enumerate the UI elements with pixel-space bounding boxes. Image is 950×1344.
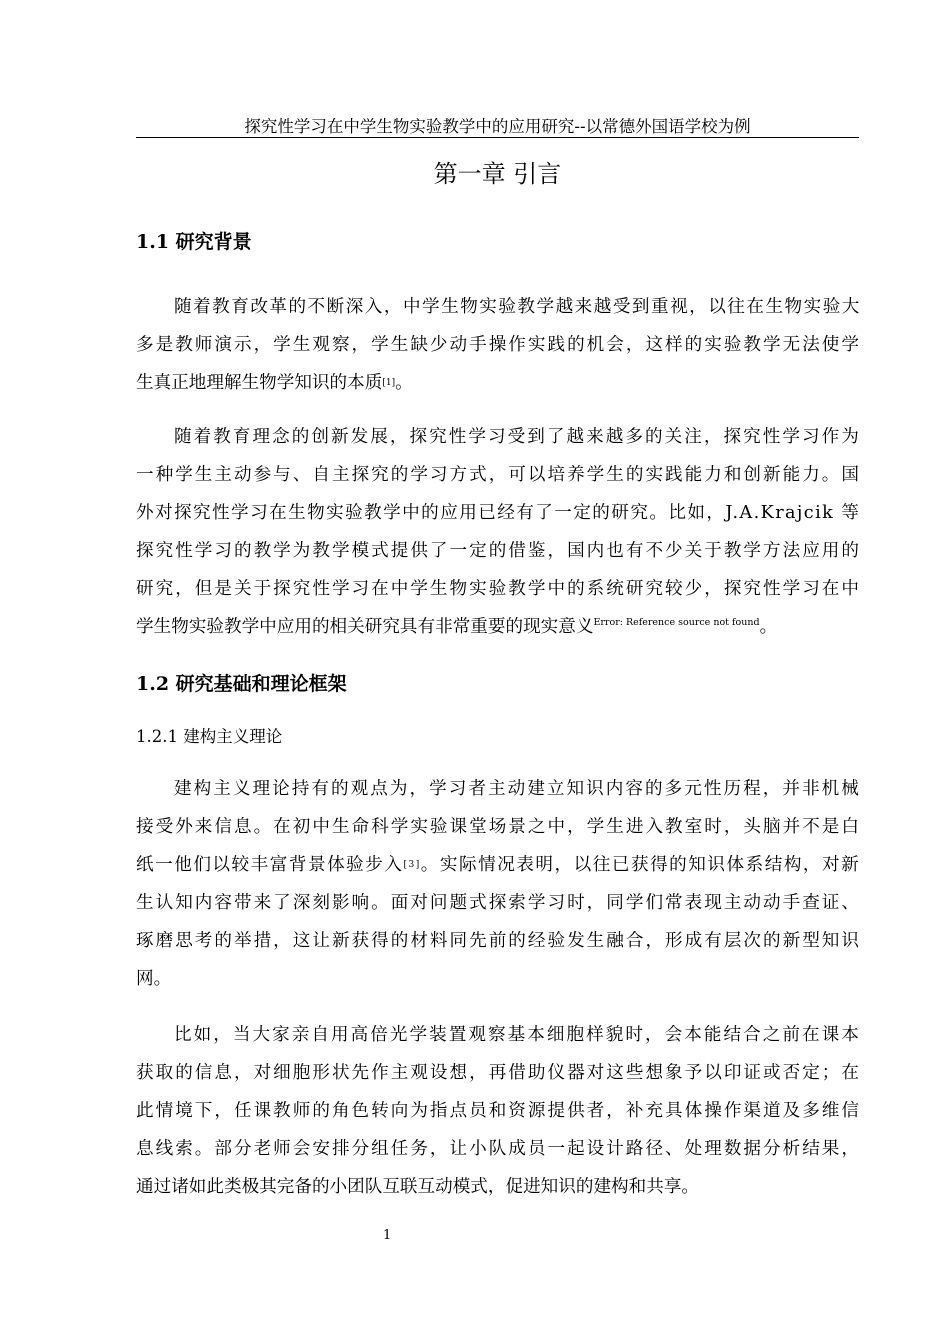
paragraph-line [136, 608, 777, 646]
subsection-heading-1-2-1: 1.2.1 建构主义理论 [136, 727, 283, 746]
paragraph-line: 网。 [136, 969, 172, 989]
paragraph-line: 研究，但是关于探究性学习在中学生物实验教学中的系统研究较少，探究性学习在中 [136, 579, 861, 599]
citation-ref: [3] [403, 860, 421, 870]
paragraph-line: 获取的信息，对细胞形状先作主观设想，再借助仪器对这些想象予以印证或否定；在 [136, 1063, 861, 1083]
paragraph-line: 接受外来信息。在初中生命科学实验课堂场景之中，学生进入教室时，头脑并不是白 [136, 817, 861, 837]
paragraph-line [136, 364, 413, 402]
section-heading-1-1: 1.1 研究背景 [136, 231, 252, 253]
paragraph-line: 探究性学习的教学为教学模式提供了一定的借鉴，国内也有不少关于教学方法应用的 [136, 541, 861, 561]
paragraph-line: 随着教育改革的不断深入，中学生物实验教学越来越受到重视，以往在生物实验大 [174, 297, 861, 317]
paragraph-line: 比如，当大家亲自用高倍光学装置观察基本细胞样貌时，会本能结合之前在课本 [174, 1025, 861, 1045]
paragraph-line [136, 846, 860, 884]
paragraph-line: 息线索。部分老师会安排分组任务，让小队成员一起设计路径、处理数据分析结果， [136, 1139, 861, 1159]
paragraph-line: 此情境下，任课教师的角色转向为指点员和资源提供者，补充具体操作渠道及多维信 [136, 1101, 861, 1121]
paragraph-line: 建构主义理论持有的观点为，学习者主动建立知识内容的多元性历程，并非机械 [174, 779, 861, 799]
paragraph-line: 多是教师演示，学生观察，学生缺少动手操作实践的机会，这样的实验教学无法使学 [136, 335, 861, 355]
paragraph-text: 。 [759, 617, 778, 637]
section-heading-1-2: 1.2 研究基础和理论框架 [136, 673, 347, 695]
page-number: 1 [383, 1228, 392, 1243]
reference-error-note: Error: Reference source not found [593, 617, 760, 628]
running-header: 探究性学习在中学生物实验教学中的应用研究--以常德外国语学校为例 [136, 116, 859, 138]
paragraph-line: 一种学生主动参与、自主探究的学习方式，可以培养学生的实践能力和创新能力。国 [136, 465, 861, 485]
paragraph-text: 生真正地理解生物学知识的本质 [136, 373, 383, 393]
paragraph-line: 通过诸如此类极其完备的小团队互联互动模式，促进知识的建构和共享。 [136, 1177, 700, 1197]
paragraph-line: 琢磨思考的举措，这让新获得的材料同先前的经验发生融合，形成有层次的新型知识 [136, 931, 861, 951]
paragraph-line: 随着教育理念的创新发展，探究性学习受到了越来越多的关注，探究性学习作为 [174, 427, 861, 447]
paragraph-text: 学生物实验教学中应用的相关研究具有非常重要的现实意义 [136, 617, 594, 637]
paragraph-text: 。 [395, 373, 413, 393]
paragraph-line: 外对探究性学习在生物实验教学中的应用已经有了一定的研究。比如，J.A.Krajcik 等 [136, 503, 861, 523]
chapter-title: 第一章 引言 [433, 160, 562, 188]
paragraph-text: 纸一他们以较丰富背景体验步入 [136, 855, 404, 875]
paragraph-text: 。实际情况表明，以往已获得的知识体系结构，对新 [420, 855, 861, 875]
paragraph-line: 生认知内容带来了深刻影响。面对问题式探索学习时，同学们常表现主动动手查证、 [136, 893, 861, 913]
citation-ref: [1] [382, 378, 396, 388]
